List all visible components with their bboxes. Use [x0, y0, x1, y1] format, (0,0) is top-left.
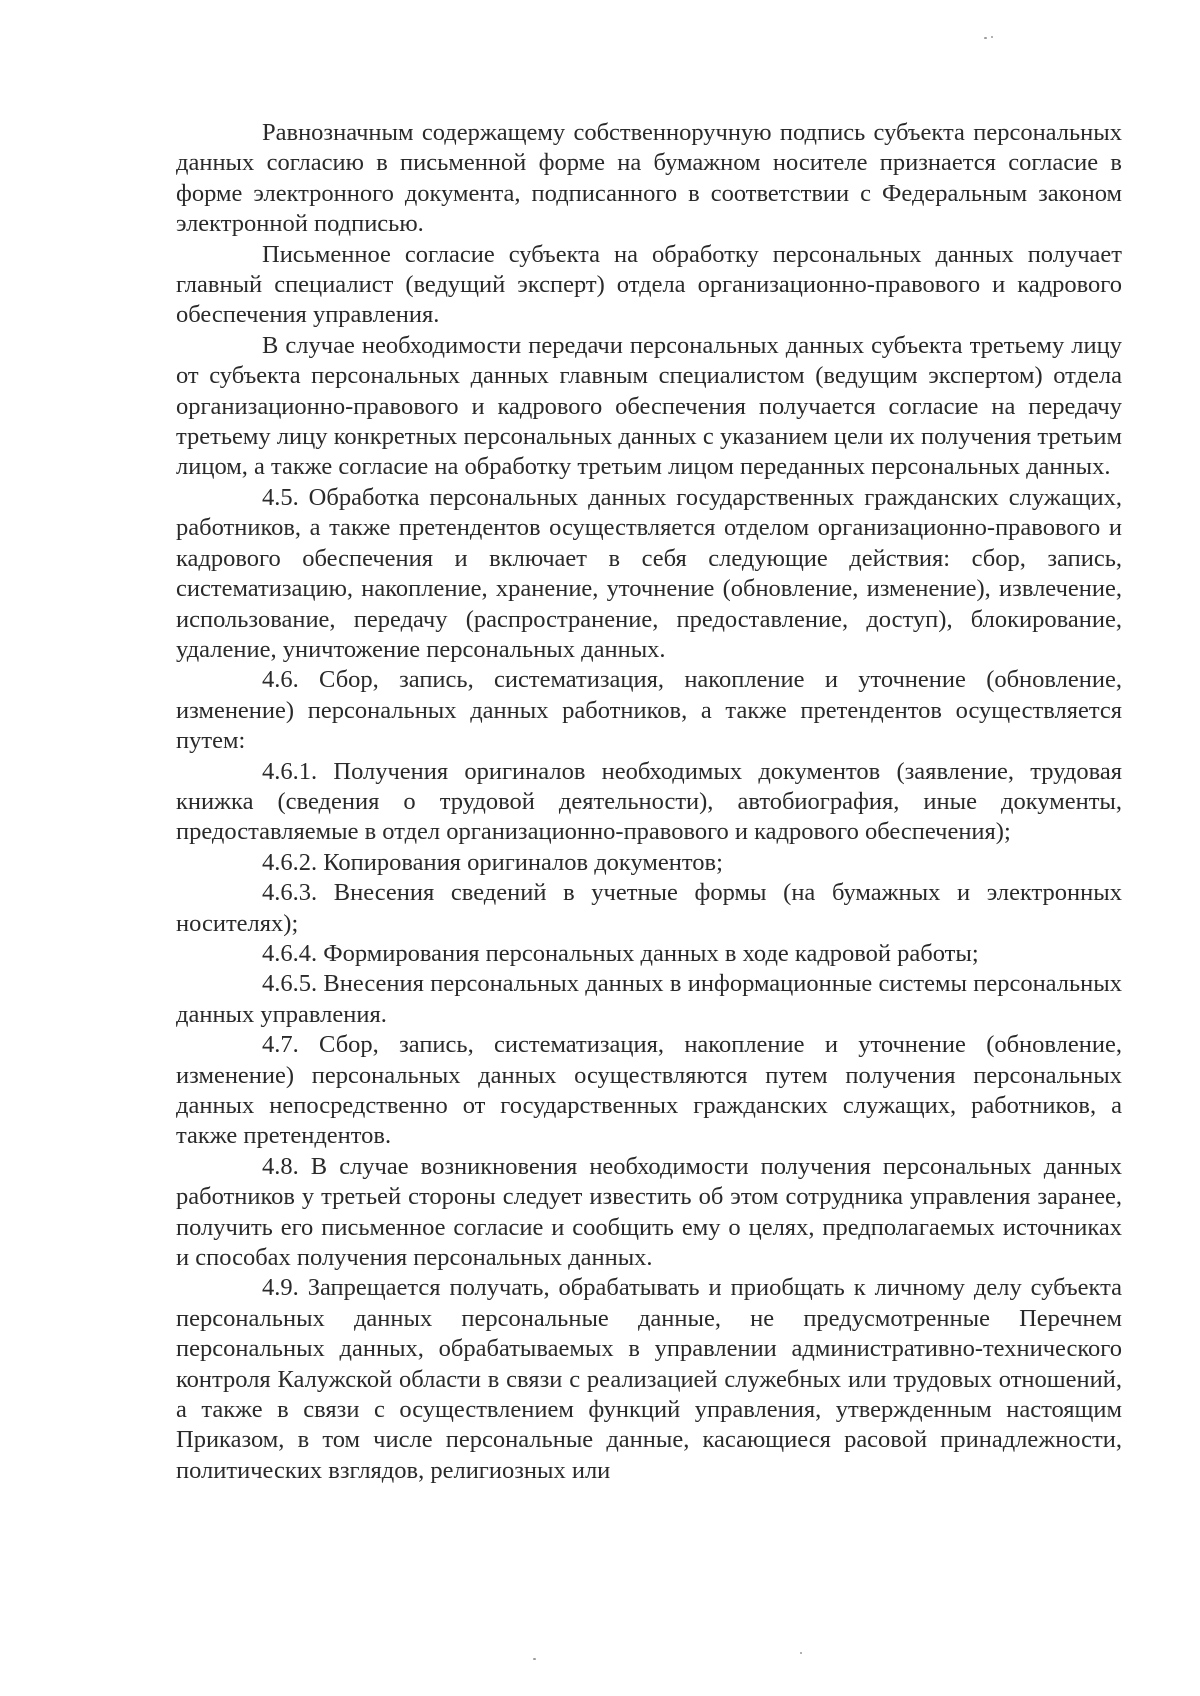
paragraph-4-6: 4.6. Сбор, запись, систематизация, накопление и уточнение (обновление, изменение) персональных данных работников, а также претендентов осуществляется путем:: [176, 666, 1122, 755]
paragraph-4-6-4: 4.6.4. Формирования персональных данных в ходе кадровой работы;: [262, 939, 979, 967]
paragraph-third-party-transfer: В случае необходимости передачи персональных данных субъекта третьему лицу от субъекта персональных данных главным специалистом (ведущим экспертом) отдела организационно-правового и кадрового обеспечения получается согласие на передачу третьему лицу конкретных персональных данных с указанием цели их получения третьим лицом, а также согласие на обработку третьим лицом переданных персональных данных.: [176, 331, 1122, 481]
paragraph-4-6-5: 4.6.5. Внесения персональных данных в информационные системы персональных данных управления.: [176, 970, 1122, 1028]
paragraph-4-9: 4.9. Запрещается получать, обрабатывать и приобщать к личному делу субъекта персональных данных персональные данные, не предусмотренные Перечнем персональных данных, обрабатываемых в управлении административно-технического контроля Калужской области в связи с реализацией служебных или трудовых отношений, а также в связи с осуществлением функций управления, утвержденным настоящим Приказом, в том числе персональные данные, касающиеся расовой принадлежности, политических взглядов, религиозных или: [176, 1274, 1122, 1484]
paragraph-4-6-2: 4.6.2. Копирования оригиналов документов;: [262, 848, 723, 876]
scan-speck-bottom-left: [533, 1658, 536, 1660]
paragraph-4-6-1: 4.6.1. Получения оригиналов необходимых документов (заявление, трудовая книжка (сведения о трудовой деятельности), автобиография, иные документы, предоставляемые в отдел организационно-правового и кадрового обеспечения);: [176, 757, 1122, 846]
paragraph-4-6-3: 4.6.3. Внесения сведений в учетные формы (на бумажных и электронных носителях);: [176, 879, 1122, 937]
document-body: [176, 118, 1122, 1486]
paragraph-4-5: 4.5. Обработка персональных данных государственных гражданских служащих, работников, а также претендентов осуществляется отделом организационно-правового и кадрового обеспечения и включает в себя следующие действия: сбор, запись, систематизацию, накопление, хранение, уточнение (обновление, изменение), извлечение, использование, передачу (распространение, предоставление, доступ), блокирование, удаление, уничтожение персональных данных.: [176, 483, 1122, 663]
paragraph-electronic-signature-consent: Равнозначным содержащему собственноручную подпись субъекта персональных данных согласию в письменной форме на бумажном носителе признается согласие в форме электронного документа, подписанного в соответствии с Федеральным законом электронной подписью.: [176, 119, 1122, 238]
paragraph-4-7: 4.7. Сбор, запись, систематизация, накопление и уточнение (обновление, изменение) персональных данных осуществляются путем получения персональных данных непосредственно от государственных гражданских служащих, работников, а также претендентов.: [176, 1031, 1122, 1150]
scan-speck-top: [984, 37, 987, 39]
scan-speck-top-2: [991, 36, 993, 38]
paragraph-written-consent: Письменное согласие субъекта на обработку персональных данных получает главный специалист (ведущий эксперт) отдела организационно-правового и кадрового обеспечения управления.: [176, 240, 1122, 329]
scan-speck-bottom-right: [800, 1652, 802, 1654]
paragraph-4-8: 4.8. В случае возникновения необходимости получения персональных данных работников у третьей стороны следует известить об этом сотрудника управления заранее, получить его письменное согласие и сообщить ему о целях, предполагаемых источниках и способах получения персональных данных.: [176, 1152, 1122, 1272]
